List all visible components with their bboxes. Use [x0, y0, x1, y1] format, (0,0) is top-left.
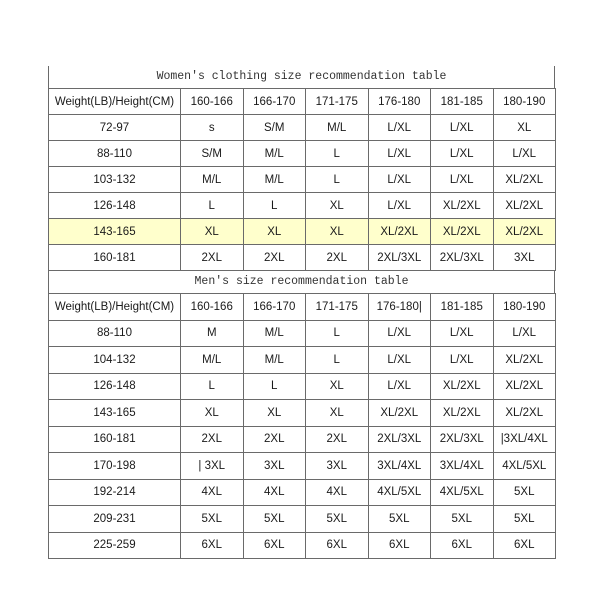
size-cell: XL/2XL — [493, 219, 556, 245]
size-cell: L/XL — [431, 115, 494, 141]
size-cell: 6XL — [431, 532, 494, 559]
header-cell-height-range: 181-185 — [431, 89, 494, 115]
header-cell-height-range: 180-190 — [493, 294, 556, 321]
weight-range-cell: 225-259 — [49, 532, 181, 559]
size-cell: M/L — [306, 115, 369, 141]
size-cell: 2XL/3XL — [431, 245, 494, 271]
size-cell: 4XL — [181, 479, 244, 506]
size-cell: 6XL — [181, 532, 244, 559]
weight-range-cell: 126-148 — [49, 373, 181, 400]
size-cell: L/XL — [368, 115, 431, 141]
size-cell: M/L — [243, 141, 306, 167]
size-cell: 5XL — [243, 506, 306, 533]
size-cell: L — [243, 373, 306, 400]
size-cell: XL/2XL — [493, 400, 556, 427]
weight-range-cell: 103-132 — [49, 167, 181, 193]
size-cell: XL/2XL — [493, 373, 556, 400]
size-cell: XL/2XL — [431, 193, 494, 219]
size-cell: 2XL — [306, 426, 369, 453]
size-cell: XL/2XL — [368, 400, 431, 427]
weight-range-cell: 72-97 — [49, 115, 181, 141]
size-cell: 4XL — [306, 479, 369, 506]
size-cell: XL/2XL — [493, 167, 556, 193]
size-cell: XL — [243, 400, 306, 427]
size-cell: 4XL/5XL — [368, 479, 431, 506]
men-table-title: Men's size recommendation table — [48, 271, 555, 293]
size-cell: XL/2XL — [368, 219, 431, 245]
size-cell: XL — [306, 400, 369, 427]
weight-range-cell: 88-110 — [49, 320, 181, 347]
header-cell-height-range: 171-175 — [306, 294, 369, 321]
size-cell: 3XL — [243, 453, 306, 480]
size-cell: L/XL — [368, 373, 431, 400]
header-cell-height-range: 160-166 — [181, 294, 244, 321]
weight-range-cell: 192-214 — [49, 479, 181, 506]
header-cell-weight-height: Weight(LB)/Height(CM) — [49, 89, 181, 115]
size-cell: 5XL — [306, 506, 369, 533]
weight-range-cell: 160-181 — [49, 426, 181, 453]
size-cell: 5XL — [493, 479, 556, 506]
size-cell: L — [181, 193, 244, 219]
size-cell: M/L — [243, 167, 306, 193]
header-cell-height-range: 180-190 — [493, 89, 556, 115]
table-row — [49, 193, 556, 219]
weight-range-cell: 170-198 — [49, 453, 181, 480]
table-row — [49, 167, 556, 193]
header-cell-height-range: 160-166 — [181, 89, 244, 115]
size-cell: XL/2XL — [431, 373, 494, 400]
size-cell: M/L — [243, 347, 306, 374]
size-cell: L/XL — [431, 167, 494, 193]
table-row — [49, 320, 556, 347]
size-cell: 2XL/3XL — [368, 245, 431, 271]
size-cell: L — [181, 373, 244, 400]
size-cell: L/XL — [368, 193, 431, 219]
size-cell: 3XL — [306, 453, 369, 480]
size-cell: XL — [493, 115, 556, 141]
size-cell: L/XL — [368, 167, 431, 193]
table-row — [49, 373, 556, 400]
size-cell: XL — [306, 373, 369, 400]
size-cell: 5XL — [181, 506, 244, 533]
size-cell: XL/2XL — [431, 219, 494, 245]
weight-range-cell: 209-231 — [49, 506, 181, 533]
header-cell-height-range: 171-175 — [306, 89, 369, 115]
size-cell: 2XL — [243, 426, 306, 453]
size-cell: M/L — [181, 347, 244, 374]
weight-range-cell: 143-165 — [49, 219, 181, 245]
size-cell: L/XL — [493, 320, 556, 347]
size-cell: 2XL/3XL — [431, 426, 494, 453]
size-cell: XL/2XL — [431, 400, 494, 427]
header-cell-height-range: 166-170 — [243, 89, 306, 115]
size-cell: M/L — [243, 320, 306, 347]
table-row — [49, 400, 556, 427]
women-header-row — [49, 89, 556, 115]
size-cell: s — [181, 115, 244, 141]
size-cell: L/XL — [368, 141, 431, 167]
table-row — [49, 453, 556, 480]
size-cell: 2XL — [243, 245, 306, 271]
size-cell: XL/2XL — [493, 193, 556, 219]
weight-range-cell: 104-132 — [49, 347, 181, 374]
header-cell-weight-height: Weight(LB)/Height(CM) — [49, 294, 181, 321]
size-cell: 6XL — [306, 532, 369, 559]
size-cell: 3XL/4XL — [368, 453, 431, 480]
size-cell: 5XL — [493, 506, 556, 533]
size-cell: S/M — [243, 115, 306, 141]
size-cell: 5XL — [431, 506, 494, 533]
size-cell: L/XL — [368, 347, 431, 374]
size-cell: L — [306, 320, 369, 347]
size-cell: |3XL/4XL — [493, 426, 556, 453]
weight-range-cell: 160-181 — [49, 245, 181, 271]
table-row — [49, 245, 556, 271]
weight-range-cell: 143-165 — [49, 400, 181, 427]
size-cell: L/XL — [493, 141, 556, 167]
size-cell: L — [243, 193, 306, 219]
size-cell: L — [306, 167, 369, 193]
size-cell: S/M — [181, 141, 244, 167]
table-row — [49, 506, 556, 533]
size-cell: XL — [306, 193, 369, 219]
size-cell: L/XL — [431, 320, 494, 347]
women-table-title: Women's clothing size recommendation table — [48, 66, 555, 88]
size-cell: 2XL — [306, 245, 369, 271]
size-cell: L/XL — [368, 320, 431, 347]
header-cell-height-range: 176-180 — [368, 89, 431, 115]
size-cell: 6XL — [493, 532, 556, 559]
size-cell: L — [306, 347, 369, 374]
size-cell: 2XL — [181, 426, 244, 453]
table-row — [49, 347, 556, 374]
header-cell-height-range: 176-180| — [368, 294, 431, 321]
men-header-row — [49, 294, 556, 321]
men-size-table — [48, 293, 556, 559]
header-cell-height-range: 166-170 — [243, 294, 306, 321]
size-cell: M — [181, 320, 244, 347]
size-cell: 2XL — [181, 245, 244, 271]
table-row — [49, 532, 556, 559]
size-cell: 5XL — [368, 506, 431, 533]
size-cell: XL/2XL — [493, 347, 556, 374]
size-cell: 4XL/5XL — [493, 453, 556, 480]
size-cell: XL — [181, 219, 244, 245]
size-cell: 6XL — [243, 532, 306, 559]
size-cell: | 3XL — [181, 453, 244, 480]
size-chart-sheet — [48, 66, 555, 552]
size-cell: 4XL — [243, 479, 306, 506]
size-cell: M/L — [181, 167, 244, 193]
size-cell: L/XL — [431, 141, 494, 167]
size-cell: L — [306, 141, 369, 167]
table-row — [49, 141, 556, 167]
women-size-table — [48, 88, 556, 271]
size-cell: 4XL/5XL — [431, 479, 494, 506]
size-cell: 2XL/3XL — [368, 426, 431, 453]
size-cell: 3XL — [493, 245, 556, 271]
table-row — [49, 115, 556, 141]
header-cell-height-range: 181-185 — [431, 294, 494, 321]
size-cell: XL — [181, 400, 244, 427]
weight-range-cell: 88-110 — [49, 141, 181, 167]
table-row — [49, 219, 556, 245]
size-cell: L/XL — [431, 347, 494, 374]
size-cell: XL — [243, 219, 306, 245]
size-cell: XL — [306, 219, 369, 245]
table-row — [49, 426, 556, 453]
table-row — [49, 479, 556, 506]
size-cell: 6XL — [368, 532, 431, 559]
weight-range-cell: 126-148 — [49, 193, 181, 219]
size-cell: 3XL/4XL — [431, 453, 494, 480]
